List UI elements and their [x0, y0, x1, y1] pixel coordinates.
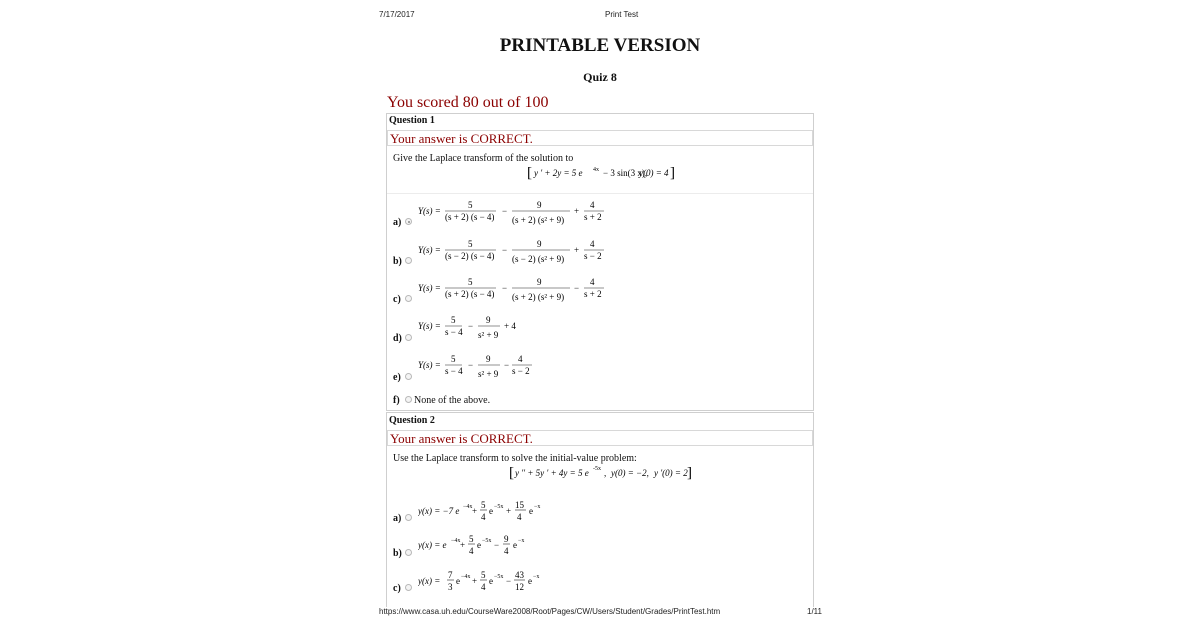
- svg-text:y(0) = −2,: y(0) = −2,: [611, 468, 649, 478]
- q1-option-c-radio[interactable]: [405, 295, 412, 302]
- q1-option-b-radio[interactable]: [405, 257, 412, 264]
- svg-text:−5x: −5x: [494, 504, 504, 510]
- svg-text:y '' + 5y ' + 4y = 5 e: y '' + 5y ' + 4y = 5 e: [515, 468, 589, 478]
- svg-text:5: 5: [468, 239, 473, 249]
- svg-text:s² + 9: s² + 9: [478, 330, 499, 340]
- svg-text:(s + 2) (s² + 9): (s + 2) (s² + 9): [512, 292, 565, 302]
- q2-option-c-radio[interactable]: [405, 584, 412, 591]
- svg-text:Y(s) =: Y(s) =: [418, 206, 441, 216]
- svg-text:y(x) = e: y(x) = e: [418, 540, 447, 550]
- svg-text:s² + 9: s² + 9: [478, 369, 499, 379]
- svg-text:s + 2: s + 2: [584, 212, 602, 222]
- svg-text:−: −: [468, 360, 474, 370]
- print-date: 7/17/2017: [379, 10, 415, 19]
- svg-text:4: 4: [518, 354, 523, 364]
- svg-text:4: 4: [481, 512, 486, 522]
- svg-text:,: ,: [604, 468, 607, 478]
- svg-text:9: 9: [537, 200, 542, 210]
- svg-text:5: 5: [481, 570, 486, 580]
- svg-text:7: 7: [448, 570, 453, 580]
- q1-option-f-text: None of the above.: [414, 395, 491, 406]
- svg-text:5: 5: [469, 534, 474, 544]
- svg-text:−: −: [494, 540, 500, 550]
- svg-text:]: ]: [687, 465, 692, 481]
- svg-text:-5x: -5x: [593, 466, 601, 472]
- q1-option-f-radio[interactable]: [405, 396, 412, 403]
- q2-option-a-radio[interactable]: [405, 514, 412, 521]
- question-2-equation: [509, 462, 695, 484]
- svg-text:4: 4: [590, 277, 595, 287]
- q2-option-b-formula: [418, 531, 538, 561]
- q1-option-d-radio[interactable]: [405, 334, 412, 341]
- svg-text:e: e: [528, 576, 532, 586]
- svg-text:−5x: −5x: [494, 574, 504, 580]
- svg-text:−4x: −4x: [451, 538, 461, 544]
- svg-text:e: e: [489, 506, 493, 516]
- svg-text:9: 9: [504, 534, 509, 544]
- q2-option-b-radio[interactable]: [405, 549, 412, 556]
- svg-text:−: −: [502, 206, 508, 216]
- svg-text:Y(s) =: Y(s) =: [418, 283, 441, 293]
- svg-text:e: e: [477, 540, 481, 550]
- q1-option-a-formula: [418, 199, 608, 231]
- q2-option-a-letter: a): [393, 513, 402, 524]
- q1-option-c-letter: c): [393, 294, 401, 305]
- q2-option-a-formula: [418, 497, 548, 527]
- q1-option-c-formula: [418, 276, 608, 308]
- svg-text:−: −: [468, 321, 474, 331]
- page-title: PRINTABLE VERSION: [499, 35, 701, 56]
- svg-text:5: 5: [451, 354, 456, 364]
- svg-text:−x: −x: [534, 504, 541, 510]
- svg-text:5: 5: [451, 315, 456, 325]
- svg-text:−: −: [502, 283, 508, 293]
- svg-text:−: −: [504, 360, 510, 370]
- q1-option-b-formula: [418, 238, 608, 270]
- q1-option-b-letter: b): [393, 256, 402, 267]
- svg-text:9: 9: [486, 354, 491, 364]
- print-page-title: Print Test: [605, 10, 639, 19]
- svg-text:−x: −x: [533, 574, 540, 580]
- q1-option-f-letter: f): [393, 395, 400, 406]
- svg-text:s − 2: s − 2: [512, 366, 530, 376]
- svg-text:+ 4: + 4: [504, 321, 516, 331]
- q1-option-e-formula: [418, 353, 548, 385]
- svg-text:+: +: [460, 540, 466, 550]
- svg-text:s − 2: s − 2: [584, 251, 602, 261]
- svg-text:y ' + 2y = 5 e: y ' + 2y = 5 e: [534, 168, 583, 178]
- svg-text:e: e: [489, 576, 493, 586]
- svg-text:+: +: [472, 576, 478, 586]
- svg-text:12: 12: [515, 582, 524, 592]
- svg-text:9: 9: [537, 239, 542, 249]
- svg-text:[: [: [527, 165, 532, 181]
- svg-text:9: 9: [537, 277, 542, 287]
- svg-text:4: 4: [469, 546, 474, 556]
- svg-text:y '(0) = 2: y '(0) = 2: [654, 468, 688, 478]
- svg-text:s − 4: s − 4: [445, 366, 463, 376]
- svg-text:s − 4: s − 4: [445, 327, 463, 337]
- q2-option-c-letter: c): [393, 583, 401, 594]
- svg-text:−x: −x: [518, 538, 525, 544]
- print-page-number: 1/11: [807, 607, 822, 616]
- quiz-name: Quiz 8: [583, 70, 617, 84]
- question-1-prompt: Give the Laplace transform of the solution to: [393, 153, 574, 164]
- question-2-label: Question 2: [389, 415, 435, 426]
- q2-option-c-formula: [418, 567, 548, 597]
- question-2-prompt: Use the Laplace transform to solve the initial-value problem:: [393, 453, 637, 464]
- svg-text:5: 5: [468, 277, 473, 287]
- svg-text:4x: 4x: [593, 167, 599, 173]
- svg-text:(s − 2) (s² + 9): (s − 2) (s² + 9): [512, 254, 565, 264]
- question-1-equation: [527, 162, 679, 184]
- svg-text:5: 5: [468, 200, 473, 210]
- svg-text:s + 2: s + 2: [584, 289, 602, 299]
- svg-text:4: 4: [504, 546, 509, 556]
- svg-text:e: e: [529, 506, 533, 516]
- svg-text:(s + 2) (s − 4): (s + 2) (s − 4): [445, 289, 495, 299]
- svg-text:−: −: [506, 576, 512, 586]
- svg-text:− 3 sin(3 x),: − 3 sin(3 x),: [603, 168, 648, 178]
- svg-text:y(x) = −7 e: y(x) = −7 e: [418, 506, 460, 516]
- svg-text:+: +: [574, 206, 580, 216]
- svg-text:Y(s) =: Y(s) =: [418, 245, 441, 255]
- q1-option-a-radio[interactable]: [405, 218, 412, 225]
- q2-option-b-letter: b): [393, 548, 402, 559]
- svg-text:y(0) = 4: y(0) = 4: [639, 168, 669, 178]
- svg-text:+: +: [574, 245, 580, 255]
- q1-option-e-letter: e): [393, 372, 401, 383]
- svg-text:5: 5: [481, 500, 486, 510]
- svg-text:4: 4: [590, 239, 595, 249]
- svg-text:(s + 2) (s² + 9): (s + 2) (s² + 9): [512, 215, 565, 225]
- print-url: https://www.casa.uh.edu/CourseWare2008/Root/Pages/CW/Users/Student/Grades/PrintTest.htm: [379, 607, 721, 616]
- svg-text:4: 4: [517, 512, 522, 522]
- q1-option-e-radio[interactable]: [405, 373, 412, 380]
- svg-text:3: 3: [448, 582, 453, 592]
- question-1-label: Question 1: [389, 115, 435, 126]
- q1-option-a-letter: a): [393, 217, 402, 228]
- svg-text:e: e: [456, 576, 460, 586]
- svg-text:[: [: [509, 465, 514, 481]
- svg-text:(s − 2) (s − 4): (s − 2) (s − 4): [445, 251, 495, 261]
- q1-option-d-letter: d): [393, 333, 402, 344]
- svg-text:4: 4: [481, 582, 486, 592]
- svg-text:+: +: [472, 506, 478, 516]
- svg-text:Y(s) =: Y(s) =: [418, 321, 441, 331]
- svg-text:9: 9: [486, 315, 491, 325]
- svg-text:−4x: −4x: [461, 574, 471, 580]
- svg-text:e: e: [513, 540, 517, 550]
- svg-text:−5x: −5x: [482, 538, 492, 544]
- score-text: You scored 80 out of 100: [387, 94, 549, 111]
- question-2-result: Your answer is CORRECT.: [387, 430, 813, 446]
- svg-text:Y(s) =: Y(s) =: [418, 360, 441, 370]
- question-1-result: Your answer is CORRECT.: [387, 130, 813, 146]
- svg-text:43: 43: [515, 570, 524, 580]
- q1-option-d-formula: [418, 314, 538, 346]
- svg-text:−: −: [502, 245, 508, 255]
- svg-text:−4x: −4x: [463, 504, 473, 510]
- svg-text:15: 15: [515, 500, 524, 510]
- svg-text:4: 4: [590, 200, 595, 210]
- svg-text:y(x) =: y(x) =: [418, 576, 441, 586]
- svg-text:]: ]: [670, 165, 675, 181]
- svg-text:(s + 2) (s − 4): (s + 2) (s − 4): [445, 212, 495, 222]
- svg-text:+: +: [506, 506, 512, 516]
- svg-text:−: −: [574, 283, 580, 293]
